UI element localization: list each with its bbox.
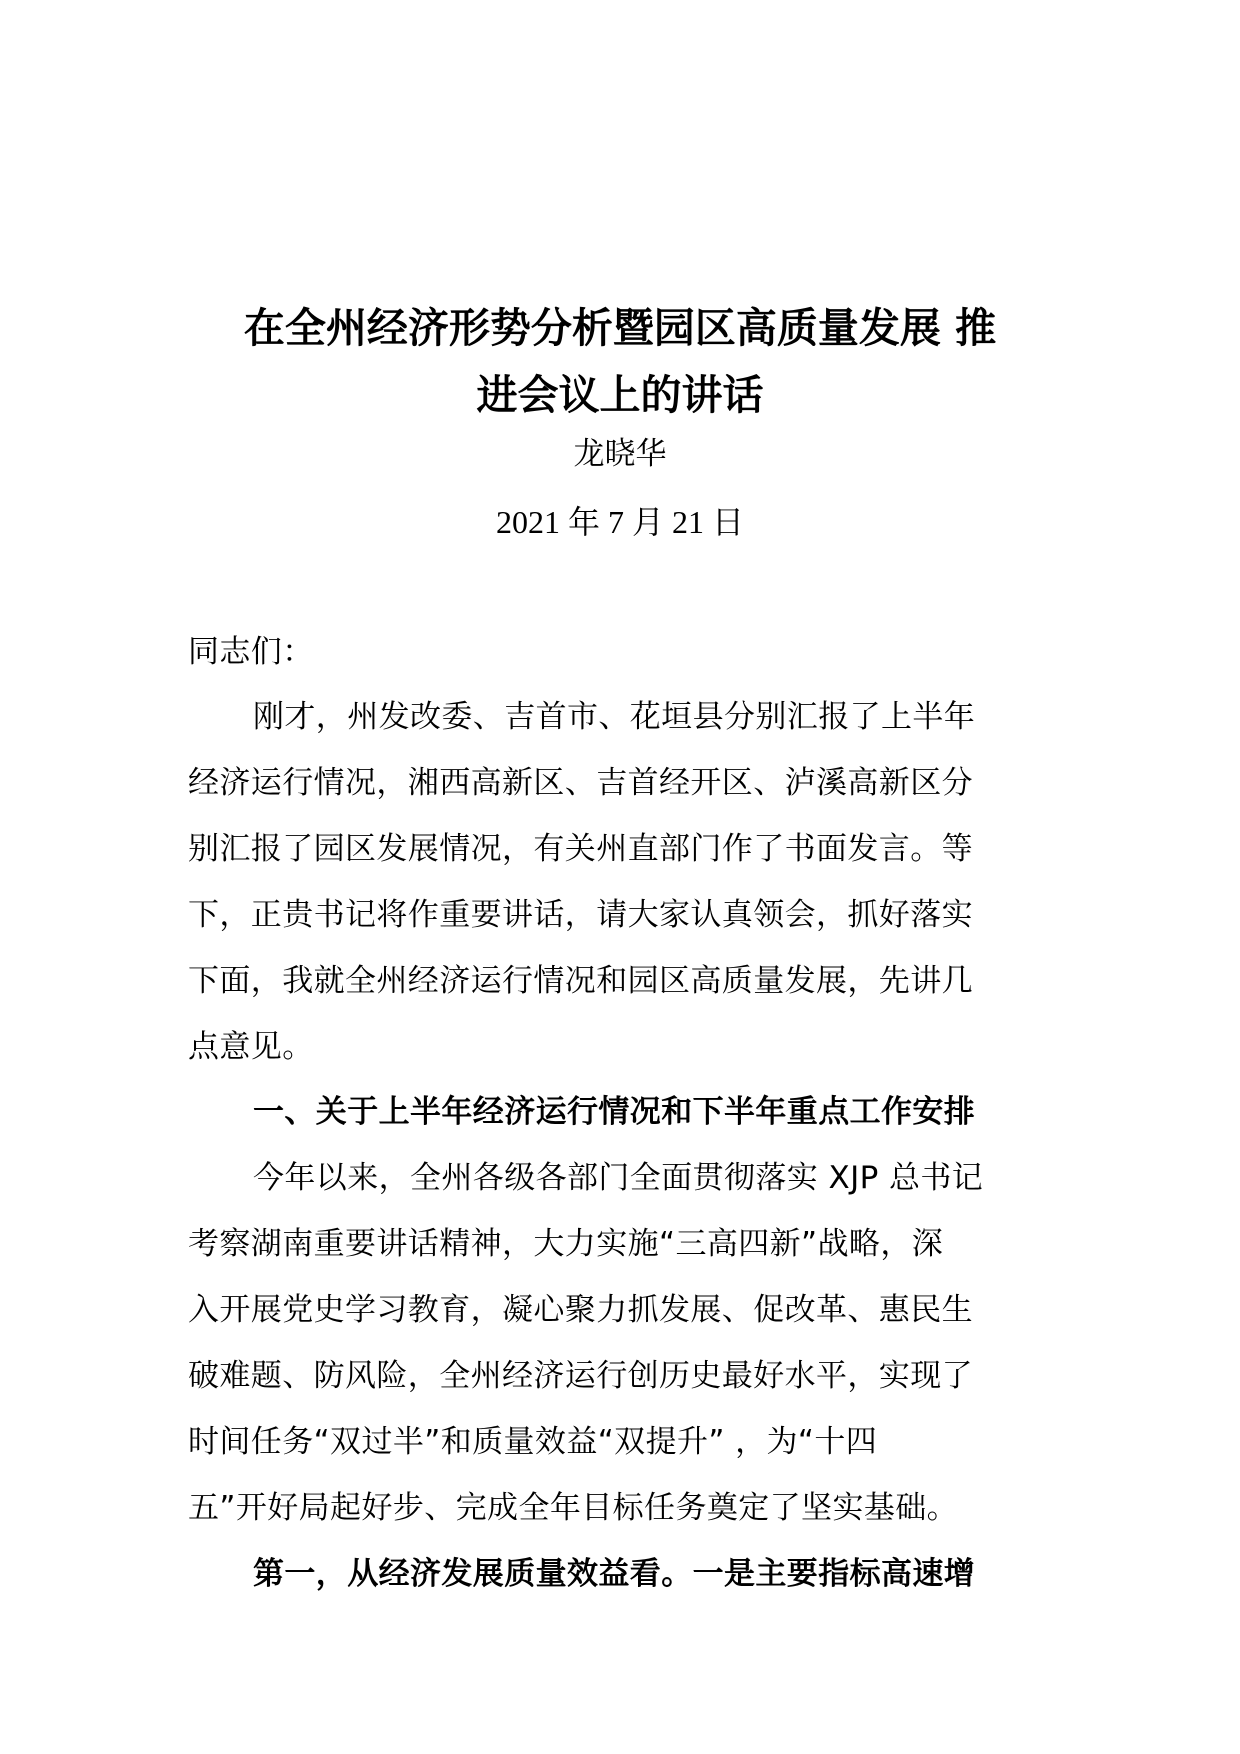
- paragraph-line: 入开展党史学习教育，凝心聚力抓发展、促改革、惠民生: [188, 1292, 973, 1328]
- paragraph-line: 今年以来，全州各级各部门全面贯彻落实 XJP 总书记: [253, 1160, 984, 1196]
- paragraph-line: 下面，我就全州经济运行情况和园区高质量发展，先讲几: [188, 963, 973, 999]
- author-name: 龙晓华: [573, 436, 667, 472]
- paragraph-line: 下，正贵书记将作重要讲话，请大家认真领会，抓好落实: [188, 897, 973, 933]
- speech-date: 2021 年 7 月 21 日: [495, 504, 744, 540]
- paragraph-line: 点意见。: [188, 1029, 314, 1065]
- paragraph-line: 刚才，州发改委、吉首市、花垣县分别汇报了上半年: [253, 699, 976, 735]
- paragraph-line: 考察湖南重要讲话精神，大力实施“三高四新”战略，深: [188, 1226, 944, 1262]
- speech-title-line-1: 在全州经济形势分析暨园区高质量发展 推: [243, 304, 997, 352]
- paragraph-line: 经济运行情况，湘西高新区、吉首经开区、泸溪高新区分: [188, 765, 973, 801]
- paragraph-line: 破难题、防风险，全州经济运行创历史最好水平，实现了: [188, 1358, 973, 1394]
- paragraph-line: 别汇报了园区发展情况，有关州直部门作了书面发言。等: [188, 831, 973, 867]
- speech-title-line-2: 进会议上的讲话: [476, 371, 764, 419]
- salutation: 同志们：: [188, 634, 314, 670]
- subsection-heading: 第一，从经济发展质量效益看。一是主要指标高速增: [253, 1556, 976, 1592]
- paragraph-line: 五”开好局起好步、完成全年目标任务奠定了坚实基础。: [188, 1490, 959, 1526]
- paragraph-line: 时间任务“双过半”和质量效益“双提升” ，为“十四: [188, 1424, 878, 1460]
- section-heading: 一、关于上半年经济运行情况和下半年重点工作安排: [253, 1094, 976, 1130]
